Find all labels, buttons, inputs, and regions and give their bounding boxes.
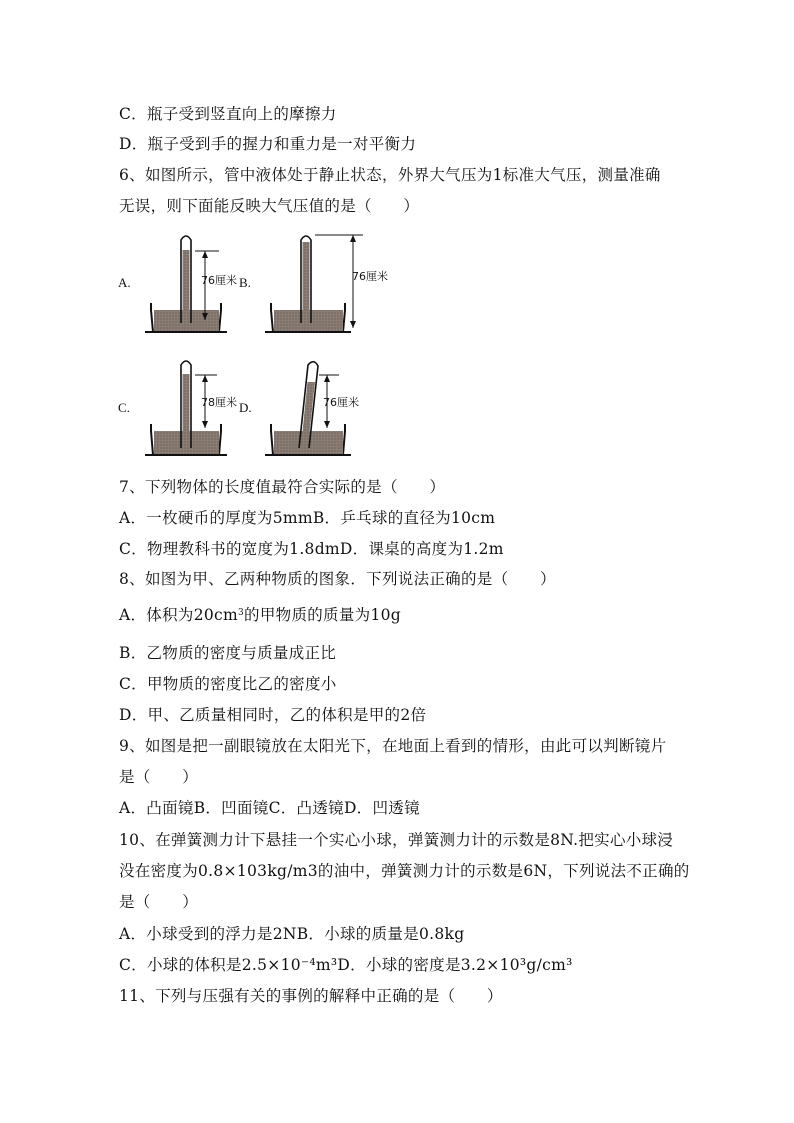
q8-option-b: B．乙物质的密度与质量成正比 [119,644,337,662]
tube-b-height: 76厘米 [352,270,388,283]
tube-c-height: 78厘米 [201,396,237,409]
q8-option-d: D．甲、乙质量相同时，乙的体积是甲的2倍 [119,706,427,724]
q8-option-a-prefix: A．体积为 [119,606,194,624]
q5-option-d: D．瓶子受到手的握力和重力是一对平衡力 [119,135,417,153]
q10-stem-line3: 是（ ） [119,893,199,911]
q9-stem-line2: 是（ ） [119,768,199,786]
q10-stem-line2: 没在密度为0.8×103kg/m3的油中，弹簧测力计的示数是6N，下列说法不正确的 [119,862,690,880]
q7-options-cd: C．物理教科书的宽度为1.8dmD．课桌的高度为1.2m [119,540,504,558]
label-d: D. [239,400,252,415]
q8-stem: 8、如图为甲、乙两种物质的图象．下列说法正确的是（ ） [119,570,556,588]
q8-option-a-exponent: 3 [238,608,245,618]
q8-option-a-mass: 10g [370,606,401,624]
q6-stem-line1: 6、如图所示，管中液体处于静止状态，外界大气压为1标准大气压，测量准确 [119,166,661,184]
tube-d [265,362,359,455]
q6-stem-line2: 无误，则下面能反映大气压值的是（ ） [119,197,420,215]
q9-options: A．凸面镜B．凹面镜C．凸透镜D．凹透镜 [119,799,420,817]
q5-option-c: C．瓶子受到竖直向上的摩擦力 [119,105,337,123]
tube-b [265,235,388,332]
barometer-diagrams [115,228,395,463]
q10-options-cd: C．小球的体积是2.5×10⁻⁴m³D．小球的密度是3.2×10³g/cm³ [119,956,573,974]
q9-stem-line1: 9、如图是把一副眼镜放在太阳光下，在地面上看到的情形，由此可以判断镜片 [119,737,667,755]
q8-option-c: C．甲物质的密度比乙的密度小 [119,675,337,693]
q8-option-a-mid: 的甲物质的质量为 [244,606,371,624]
tube-a-height: 76厘米 [201,274,237,287]
tube-a [145,236,237,332]
q6-figure [115,228,395,463]
q8-option-a-volume: 20cm [193,606,239,624]
q7-stem: 7、下列物体的长度值最符合实际的是（ ） [119,478,446,496]
tube-c [145,361,237,455]
q8-option-a [119,605,401,625]
q7-options-ab: A．一枚硬币的厚度为5mmB．乒乓球的直径为10cm [119,509,496,527]
tube-d-height: 76厘米 [323,396,359,409]
label-b: B. [239,275,251,290]
q10-stem-line1: 10、在弹簧测力计下悬挂一个实心小球，弹簧测力计的示数是8N.把实心小球浸 [119,831,674,849]
label-c: C. [118,400,130,415]
q10-options-ab: A．小球受到的浮力是2NB．小球的质量是0.8kg [119,925,465,943]
label-a: A. [118,275,131,290]
q11-stem: 11、下列与压强有关的事例的解释中正确的是（ ） [119,987,503,1005]
